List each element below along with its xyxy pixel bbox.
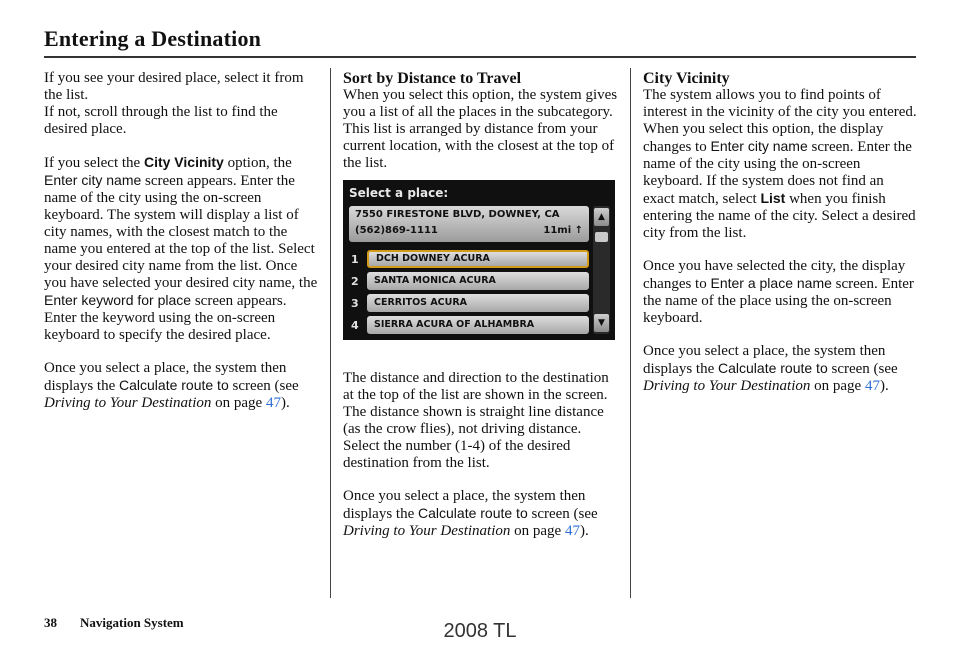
navigation-screen-image [343,180,615,340]
scroll-thumb[interactable] [595,232,608,242]
section-heading: Sort by Distance to Travel [343,70,522,87]
text: ). [879,378,889,394]
text: on page [211,395,266,411]
direction-arrow-icon: ↑ [574,225,583,236]
ui-term: Enter city name [710,138,808,154]
address-box [349,206,589,242]
distance-readout [543,225,583,236]
paragraph-intro [44,70,320,138]
address-text: 7550 FIRESTONE BLVD, DOWNEY, CA [355,209,560,220]
text: screen appears. Enter the keyword using the on-screen keyboard to specify the desired place. [44,293,287,343]
scroll-down-icon[interactable]: ▼ [594,314,609,332]
ui-term: Calculate route to [418,505,528,521]
paragraph-calculate [643,343,919,395]
paragraph-city-vicinity [44,154,320,344]
text-line: If you see your desired place, select it from the list. [44,70,304,103]
item-number: 4 [351,319,359,332]
text: screen (see [827,361,898,377]
text: screen. Enter the name of the place using the on-screen keyboard. [643,276,914,326]
column-right [643,70,919,411]
item-number: 3 [351,297,359,310]
text: Once you select a place, the system then displays the [643,343,886,377]
text: on page [510,523,565,539]
text: ). [579,523,589,539]
text: screen (see [527,506,598,522]
text: If you select the [44,155,144,171]
paragraph-calculate [343,488,619,540]
text: on page [810,378,865,394]
item-number: 2 [351,275,359,288]
section-heading: City Vicinity [643,70,730,87]
list-item[interactable]: SANTA MONICA ACURA [367,272,589,290]
item-number: 1 [351,253,359,266]
column-left [44,70,320,428]
paragraph-calculate [44,360,320,412]
page-link[interactable]: 47 [265,395,281,411]
text: when you finish entering the name of the city. Select a desired city from the list. [643,191,916,241]
text-line: If not, scroll through the list to find the desired place. [44,104,278,137]
title-rule [44,56,916,58]
section-city-vicinity [643,70,919,242]
ui-term: Calculate route to [119,377,229,393]
column-divider [330,68,331,598]
distance-text: 11mi [543,225,572,236]
text: Once you select a place, the system then displays the [44,360,287,394]
text: ). [280,395,290,411]
footer-section: Navigation System [80,615,184,630]
text: screen. Enter the name of the city using the on-screen keyboard. If the system does not find an exact match, select [643,139,912,207]
cross-reference: Driving to Your Destination [343,523,511,539]
text: When you select this option, the system gives you a list of all the places in the subcategory. This list is arranged by distance from your current location, with the closest at the top of the list. [343,87,618,171]
ui-term: List [760,190,786,206]
ui-term: City Vicinity [143,154,224,170]
ui-term: Enter keyword for place [44,292,192,308]
scroll-up-icon[interactable]: ▲ [594,208,609,226]
paragraph-distance [343,370,619,472]
section-sort-distance [343,70,619,172]
phone-text: (562)869-1111 [355,225,438,236]
screen-header: Select a place: [349,186,449,200]
text: Once you have selected the city, the display changes to [643,258,906,292]
column-divider [630,68,631,598]
scrollbar[interactable] [593,206,610,334]
cross-reference: Driving to Your Destination [643,378,811,394]
watermark: 2008 TL [443,620,517,642]
text: option, the [223,155,292,171]
ui-term: Calculate route to [718,360,828,376]
cross-reference: Driving to Your Destination [44,395,212,411]
text: screen (see [228,378,299,394]
page-title: Entering a Destination [44,26,262,51]
text: The system allows you to find points of interest in the vicinity of the city you entered. When you select this option, the display changes to [643,87,917,155]
paragraph-place-name [643,258,919,327]
text: screen appears. Enter the name of the city using the on-screen keyboard. The system will display a list of city names, with the closest match to the name you entered at the top of the list. Select your desired city name from the list. Once you have selected your desired city name, the [44,173,318,291]
page-number: 38 [44,615,57,630]
ui-term: Enter a place name [710,275,832,291]
ui-term: Enter city name [44,172,142,188]
list-item[interactable]: DCH DOWNEY ACURA [367,250,589,268]
list-item[interactable]: CERRITOS ACURA [367,294,589,312]
list-item[interactable]: SIERRA ACURA OF ALHAMBRA [367,316,589,334]
page-link[interactable]: 47 [864,378,880,394]
text: The distance and direction to the destination at the top of the list are shown in the screen. The distance shown is straight line distance (as the crow flies), not driving distance. Select the number (1-4) of the desired destination from the list. [343,370,609,471]
text: Once you select a place, the system then displays the [343,488,586,522]
page-link[interactable]: 47 [564,523,580,539]
